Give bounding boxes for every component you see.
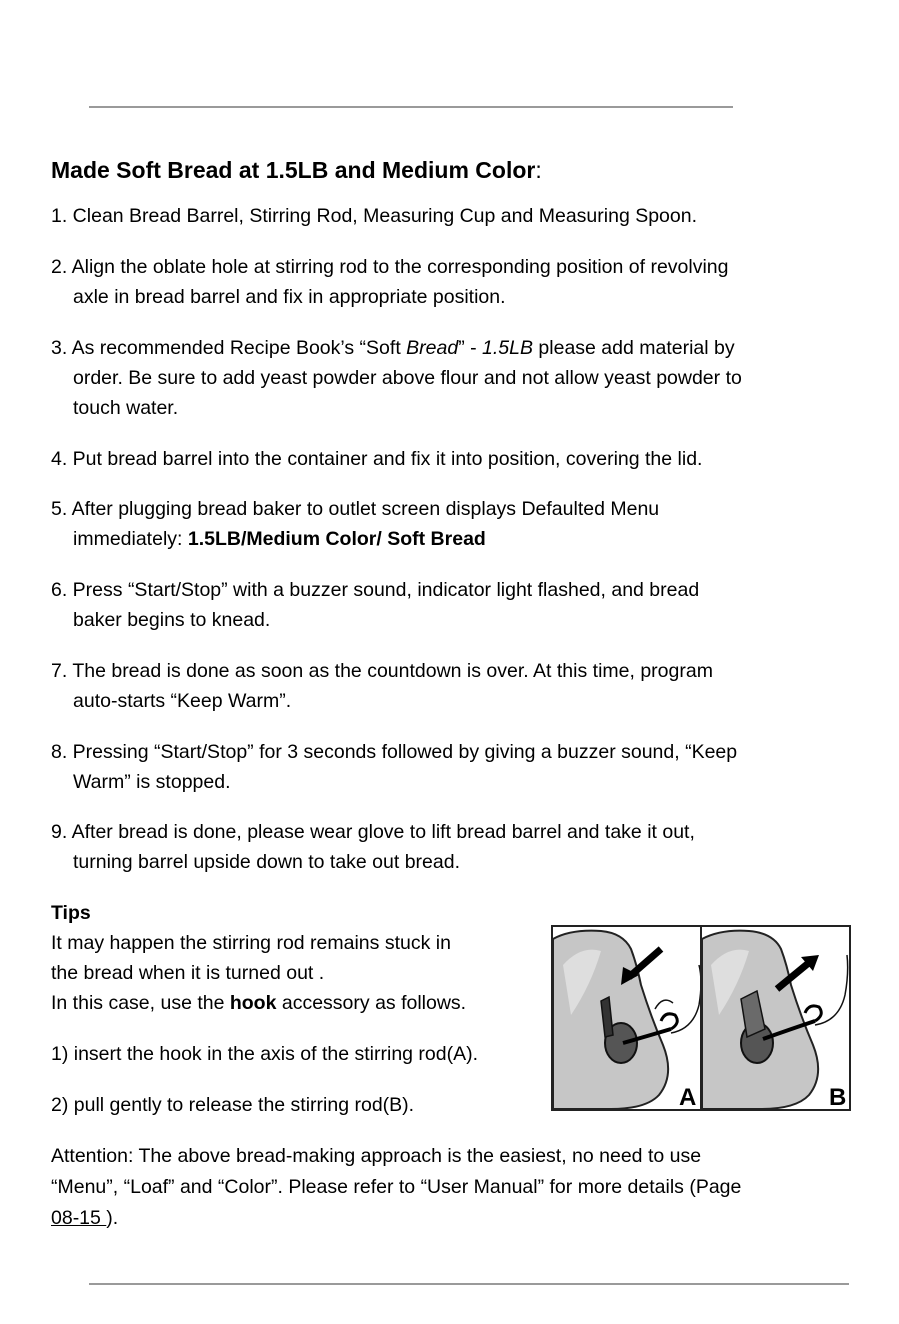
step-5-line-1: 5. After plugging bread baker to outlet screen displays Defaulted Menu [51, 498, 660, 520]
step-3-line-3: touch water. [73, 397, 179, 419]
step-6-line-1: 6. Press “Start/Stop” with a buzzer sound, indicator light flashed, and bread [51, 579, 700, 601]
tips-line-3: In this case, use the hook accessory as follows. [51, 992, 467, 1014]
step-6-line-2: baker begins to knead. [73, 609, 271, 631]
tips-instruction-2: 2) pull gently to release the stirring rod(B). [51, 1094, 415, 1116]
label-a: A [679, 1084, 697, 1111]
attention-line-2: “Menu”, “Loaf” and “Color”. Please refer to “User Manual” for more details (Page [51, 1176, 742, 1198]
step-9-line-2: turning barrel upside down to take out bread. [73, 851, 461, 873]
step-7-line-1: 7. The bread is done as soon as the countdown is over. At this time, program [51, 660, 713, 682]
step-7-line-2: auto-starts “Keep Warm”. [73, 690, 292, 712]
tips-instruction-1: 1) insert the hook in the axis of the stirring rod(A). [51, 1043, 479, 1065]
section-heading: Made Soft Bread at 1.5LB and Medium Color: [51, 157, 542, 183]
hook-illustration [551, 925, 851, 1111]
step-4: 4. Put bread barrel into the container and fix it into position, covering the lid. [51, 448, 703, 470]
attention-line-3: 08-15 ). [51, 1207, 119, 1229]
label-b: B [829, 1084, 847, 1111]
step-2-line-1: 2. Align the oblate hole at stirring rod to the corresponding position of revolving [51, 256, 729, 278]
default-menu-value: 1.5LB/Medium Color/ Soft Bread [187, 528, 486, 550]
step-1: 1. Clean Bread Barrel, Stirring Rod, Measuring Cup and Measuring Spoon. [51, 205, 698, 227]
step-3-line-1: 3. As recommended Recipe Book’s “Soft Bread” - 1.5LB please add material by [51, 337, 735, 359]
tips-line-2: the bread when it is turned out . [51, 962, 325, 984]
step-2-line-2: axle in bread barrel and fix in appropriate position. [73, 286, 506, 308]
attention-line-1: Attention: The above bread-making approach is the easiest, no need to use [51, 1145, 702, 1167]
step-8-line-1: 8. Pressing “Start/Stop” for 3 seconds followed by giving a buzzer sound, “Keep [51, 741, 738, 763]
page-reference-link[interactable]: 08-15 [51, 1207, 107, 1229]
step-5-line-2: immediately: 1.5LB/Medium Color/ Soft Bread [73, 528, 486, 550]
bottom-divider [89, 1283, 849, 1285]
step-3-line-2: order. Be sure to add yeast powder above flour and not allow yeast powder to [73, 367, 742, 389]
step-8-line-2: Warm” is stopped. [73, 771, 231, 793]
tips-title: Tips [51, 902, 91, 924]
tips-line-1: It may happen the stirring rod remains stuck in [51, 932, 451, 954]
top-divider [89, 106, 733, 108]
step-9-line-1: 9. After bread is done, please wear glove to lift bread barrel and take it out, [51, 821, 695, 843]
